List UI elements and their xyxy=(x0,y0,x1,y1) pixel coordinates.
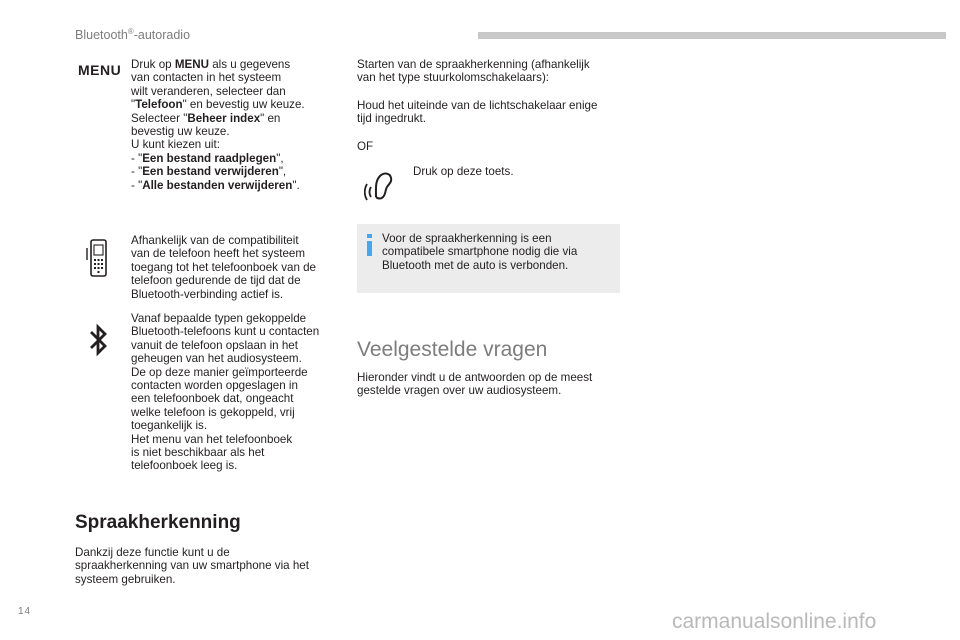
watermark: carmanualsonline.info xyxy=(672,610,877,633)
phone-compatibility-text xyxy=(131,234,346,301)
text-line: Het menu van het telefoonboek xyxy=(131,432,293,446)
text-line: telefoon gedurende de tijd dat de xyxy=(131,274,301,288)
page-header-title xyxy=(75,27,190,42)
hold-switch-text xyxy=(357,99,622,126)
mobile-phone-icon xyxy=(83,238,113,278)
option-label: Een bestand verwijderen xyxy=(142,165,279,179)
text-line: contacten worden opgeslagen in xyxy=(131,379,298,393)
text-line: Houd het uiteinde van de lichtschakelaar enige xyxy=(357,99,598,112)
menu-instructions xyxy=(131,58,346,192)
text-line: wilt veranderen, selecteer dan xyxy=(131,84,286,98)
text-line: toegang tot het telefoonboek van de xyxy=(131,260,317,274)
voice-command-icon xyxy=(364,167,394,207)
option-item xyxy=(131,165,346,178)
text-line: Bluetooth-verbinding actief is. xyxy=(131,287,284,301)
section-title-spraakherkenning: Spraakherkenning xyxy=(75,512,241,533)
start-voice-text xyxy=(357,58,622,85)
option-label: Een bestand raadplegen xyxy=(142,151,277,165)
text-run: " en xyxy=(260,111,281,125)
bluetooth-icon xyxy=(86,322,116,362)
text-line: Dankzij deze functie kunt u de xyxy=(75,546,230,559)
text-line: van de telefoon heeft het systeem xyxy=(131,247,306,261)
option-item xyxy=(131,152,346,165)
spraakherkenning-intro xyxy=(75,546,345,586)
or-label: OF xyxy=(357,140,374,153)
header-title-suffix: -autoradio xyxy=(133,28,191,43)
text-line: is niet beschikbaar als het xyxy=(131,446,265,460)
text-line: compatibele smartphone nodig die via xyxy=(382,245,578,259)
bluetooth-contacts-text xyxy=(131,312,346,473)
text-run: ". xyxy=(292,178,300,192)
telefoon-keyword: Telefoon xyxy=(135,98,183,112)
text-line: gestelde vragen over uw audiosysteem. xyxy=(357,384,562,398)
option-item xyxy=(131,179,346,192)
text-line: spraakherkenning van uw smartphone via het xyxy=(75,559,309,573)
header-title-main: Bluetooth xyxy=(75,28,128,43)
page-number: 14 xyxy=(18,606,32,617)
option-label: Alle bestanden verwijderen xyxy=(142,178,293,192)
text-line: Hieronder vindt u de antwoorden op de meest xyxy=(357,371,593,384)
header-title-registered-mark: ® xyxy=(127,27,134,36)
text-line: toegankelijk is. xyxy=(131,419,208,433)
text-line: van contacten in het systeem xyxy=(131,71,282,85)
info-note-box xyxy=(357,224,620,293)
text-line: De op deze manier geïmporteerde xyxy=(131,365,308,379)
text-run: - " xyxy=(131,178,143,192)
text-line: Starten van de spraakherkenning (afhankelijk xyxy=(357,58,590,71)
text-line: een telefoonboek dat, ongeacht xyxy=(131,392,294,406)
text-line: U kunt kiezen uit: xyxy=(131,138,220,152)
text-run: " en bevestig uw keuze. xyxy=(182,98,305,112)
header-rule xyxy=(478,32,946,39)
text-run: Druk op xyxy=(131,58,175,71)
text-run: ", xyxy=(276,151,284,165)
text-line: Voor de spraakherkenning is een xyxy=(382,232,552,245)
section-title-veelgestelde-vragen: Veelgestelde vragen xyxy=(357,338,548,361)
text-line: vanuit de telefoon opslaan in het xyxy=(131,338,298,352)
text-run: " xyxy=(131,98,136,112)
text-line: van het type stuurkolomschakelaars): xyxy=(357,71,550,85)
text-line: Bluetooth met de auto is verbonden. xyxy=(382,258,569,272)
menu-keyword: MENU xyxy=(174,58,209,71)
press-button-text: Druk op deze toets. xyxy=(413,165,514,178)
text-run: - " xyxy=(131,165,143,179)
text-run: Selecteer " xyxy=(131,111,188,125)
text-line: geheugen van het audiosysteem. xyxy=(131,352,302,366)
text-line: welke telefoon is gekoppeld, vrij xyxy=(131,405,295,419)
text-line: tijd ingedrukt. xyxy=(357,112,426,126)
text-line: Vanaf bepaalde typen gekoppelde xyxy=(131,312,307,325)
info-icon xyxy=(365,234,375,256)
faq-intro xyxy=(357,371,622,398)
text-line: Bluetooth-telefoons kunt u contacten xyxy=(131,325,320,339)
menu-button-icon: MENU xyxy=(78,62,122,78)
text-line: Afhankelijk van de compatibiliteit xyxy=(131,234,299,247)
text-line: bevestig uw keuze. xyxy=(131,125,230,139)
text-run: ", xyxy=(278,165,287,179)
text-run: - " xyxy=(131,151,143,165)
info-note-text xyxy=(382,232,614,272)
text-run: als u gegevens xyxy=(208,58,291,71)
beheer-index-keyword: Beheer index xyxy=(187,111,261,125)
text-line: telefoonboek leeg is. xyxy=(131,459,238,473)
text-line: systeem gebruiken. xyxy=(75,572,176,586)
